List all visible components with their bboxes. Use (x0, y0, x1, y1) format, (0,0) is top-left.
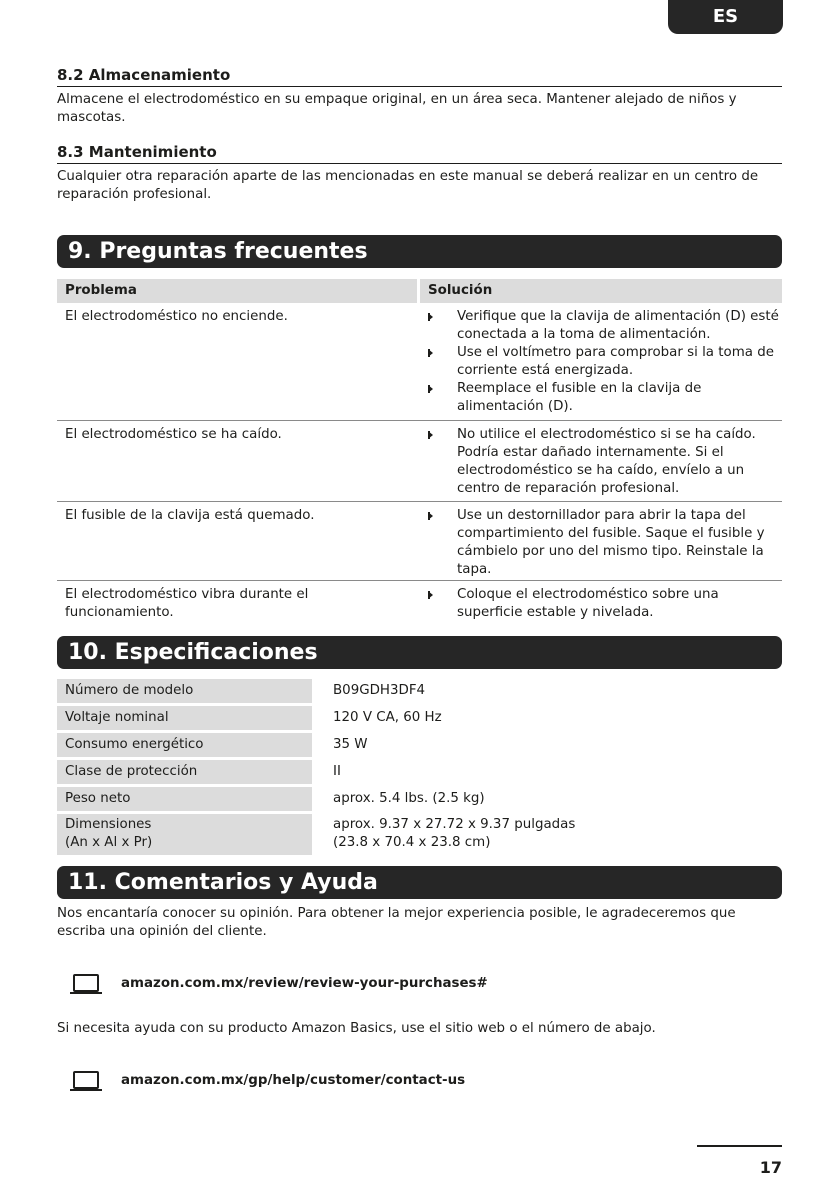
spec-value: II (333, 764, 341, 779)
faq-solution-text: Verifique que la clavija de alimentación (D) esté conectada a la toma de alimentación. (457, 309, 779, 342)
page-number: 17 (759, 1158, 782, 1177)
spec-row (57, 679, 782, 703)
faq-row (57, 303, 782, 421)
faq-section-title: 9. Preguntas frecuentes (57, 235, 782, 268)
bullet-icon (428, 431, 433, 439)
spec-row (57, 787, 782, 811)
faq-solution-text: Reemplace el fusible en la clavija de alimentación (D). (457, 381, 702, 414)
maintenance-heading: 8.3 Mantenimiento (57, 143, 782, 164)
faq-solution-item (428, 426, 780, 498)
spec-row (57, 733, 782, 757)
faq-solution-text: No utilice el electrodoméstico si se ha caído. Podría estar dañado internamente. Si el electrodoméstico se ha caído, envíelo a un centro de reparación profesional. (457, 427, 756, 496)
faq-solution-text: Use el voltímetro para comprobar si la toma de corriente está energizada. (457, 345, 774, 378)
faq-row (57, 421, 782, 502)
spec-value: aprox. 9.37 x 27.72 x 9.37 pulgadas (23.8 x 70.4 x 23.8 cm) (333, 817, 576, 850)
faq-problem: El electrodoméstico se ha caído. (65, 427, 282, 442)
review-link[interactable]: amazon.com.mx/review/review-your-purchases# (121, 976, 488, 991)
spec-value: B09GDH3DF4 (333, 683, 426, 698)
laptop-icon (70, 1069, 102, 1095)
faq-solution-list (428, 308, 780, 416)
faq-problem: El fusible de la clavija está quemado. (65, 508, 315, 523)
spec-label: Dimensiones (An x Al x Pr) (57, 814, 312, 855)
spec-row (57, 760, 782, 784)
faq-row (57, 502, 782, 581)
spec-label: Consumo energético (57, 733, 312, 757)
storage-text: Almacene el electrodoméstico en su empaque original, en un área seca. Mantener alejado de niños y mascotas. (57, 92, 737, 125)
faq-problem: El electrodoméstico vibra durante el funcionamiento. (65, 587, 309, 620)
spec-value: 120 V CA, 60 Hz (333, 710, 442, 725)
faq-solution-item (428, 586, 780, 622)
faq-solution-item (428, 308, 780, 344)
storage-heading: 8.2 Almacenamiento (57, 66, 782, 87)
faq-column-solution: Solución (420, 279, 782, 303)
laptop-icon (70, 972, 102, 998)
spec-label: Voltaje nominal (57, 706, 312, 730)
faq-solution-item (428, 507, 780, 579)
spec-label: Clase de protección (57, 760, 312, 784)
bullet-icon (428, 591, 433, 599)
faq-row (57, 581, 782, 631)
faq-solution-item (428, 344, 780, 380)
bullet-icon (428, 313, 433, 321)
faq-solution-list (428, 507, 780, 579)
feedback-intro: Nos encantaría conocer su opinión. Para obtener la mejor experiencia posible, le agradeceremos que escriba una opinión del cliente. (57, 906, 736, 939)
faq-solution-text: Coloque el electrodoméstico sobre una superficie estable y nivelada. (457, 587, 719, 620)
spec-label: Peso neto (57, 787, 312, 811)
faq-solution-list (428, 426, 780, 498)
bullet-icon (428, 512, 433, 520)
spec-value: 35 W (333, 737, 368, 752)
spec-row (57, 814, 782, 855)
help-link[interactable]: amazon.com.mx/gp/help/customer/contact-us (121, 1073, 466, 1088)
help-text: Si necesita ayuda con su producto Amazon Basics, use el sitio web o el número de abajo. (57, 1021, 656, 1036)
specs-section-title: 10. Especificaciones (57, 636, 782, 669)
spec-row (57, 706, 782, 730)
bullet-icon (428, 349, 433, 357)
maintenance-text: Cualquier otra reparación aparte de las mencionadas en este manual se deberá realizar en un centro de reparación profesional. (57, 169, 759, 202)
feedback-section-title: 11. Comentarios y Ayuda (57, 866, 782, 899)
faq-problem: El electrodoméstico no enciende. (65, 309, 288, 324)
footer-rule (697, 1145, 782, 1147)
spec-label: Número de modelo (57, 679, 312, 703)
faq-solution-list (428, 586, 780, 622)
faq-solution-text: Use un destornillador para abrir la tapa del compartimiento del fusible. Saque el fusible y cámbielo por uno del mismo tipo. Reinstale la tapa. (457, 508, 765, 577)
faq-solution-item (428, 380, 780, 416)
bullet-icon (428, 385, 433, 393)
language-badge: ES (668, 0, 783, 34)
spec-value: aprox. 5.4 lbs. (2.5 kg) (333, 791, 485, 806)
faq-column-problem: Problema (57, 279, 417, 303)
